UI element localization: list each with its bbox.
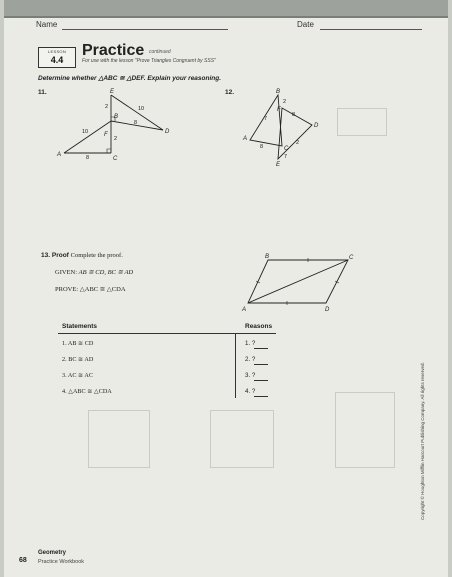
side-label: 2	[105, 104, 109, 110]
given-text: AB ≅ CD, BC ≅ AD	[78, 269, 134, 276]
statement-row: 3. AC ≅ AC	[62, 372, 93, 379]
lesson-number: 4.4	[50, 55, 64, 65]
reasons-header: Reasons	[245, 323, 273, 330]
side-label: 2	[114, 136, 118, 142]
vertex-label: D	[325, 307, 330, 313]
reason-row[interactable]: 3. ?	[245, 372, 256, 379]
given-line	[55, 268, 133, 276]
bleed-through-rect	[88, 410, 150, 468]
vertex-label: E	[276, 162, 281, 168]
prove-line	[55, 285, 126, 293]
scan-top-edge-shadow	[4, 16, 448, 18]
parallelogram-figure	[238, 252, 358, 314]
reason-row[interactable]: 1. ?	[245, 340, 256, 347]
problem-12-number: 12.	[225, 89, 235, 96]
reason-blank[interactable]	[254, 348, 268, 349]
statement-row: 1. AB ≅ CD	[62, 340, 94, 347]
vertex-label: C	[284, 146, 289, 152]
continued-label: continued	[149, 49, 171, 55]
name-field-line[interactable]	[62, 29, 228, 30]
statement-row: 4. △ABC ≅ △CDA	[62, 388, 112, 395]
proof-instruction: Complete the proof.	[70, 252, 123, 259]
side-label: 10	[138, 106, 145, 112]
vertex-label: A	[57, 152, 62, 158]
reason-row[interactable]: 2. ?	[245, 356, 256, 363]
side-label: 2	[283, 99, 287, 105]
reason-blank[interactable]	[254, 364, 268, 365]
reason-blank[interactable]	[254, 396, 268, 397]
vertex-label: B	[265, 254, 270, 260]
practice-title: Practice	[82, 42, 145, 59]
problem-12-figure	[230, 86, 330, 168]
bleed-through-rect	[335, 392, 395, 468]
given-label: GIVEN:	[55, 269, 78, 276]
side-label: 8	[292, 112, 296, 118]
vertex-label: F	[104, 132, 108, 138]
date-field-line[interactable]	[320, 29, 422, 30]
table-column-rule	[235, 334, 236, 398]
vertex-label: F	[277, 107, 281, 113]
directions: Determine whether △ABC ≅ △DEF. Explain your reasoning.	[38, 75, 222, 82]
lesson-label: LESSON	[47, 49, 67, 54]
problem-13-heading	[41, 252, 123, 259]
table-header-rule	[58, 333, 276, 334]
side-label: 8	[260, 144, 264, 150]
vertex-label: C	[113, 156, 118, 162]
statements-header: Statements	[62, 323, 98, 330]
vertex-label: B	[276, 89, 281, 95]
vertex-label: B	[114, 114, 119, 120]
statement-row: 2. BC ≅ AD	[62, 356, 94, 363]
footer-book: Geometry	[38, 550, 67, 556]
problem-13-number: 13.	[41, 252, 51, 259]
vertex-label: A	[242, 307, 247, 313]
side-label: 8	[134, 120, 138, 126]
bleed-through-rect	[337, 108, 387, 136]
side-label: 10	[82, 129, 89, 135]
problem-11-figure	[50, 86, 180, 168]
page-number: 68	[19, 557, 27, 564]
prove-text: △ABC ≅ △CDA	[79, 286, 126, 293]
vertex-label: C	[349, 255, 354, 261]
reason-blank[interactable]	[254, 380, 268, 381]
name-label: Name	[36, 20, 58, 29]
copyright-notice: Copyright © Houghton Mifflin Harcourt Publishing Company. All rights reserved.	[420, 362, 425, 520]
vertex-label: E	[110, 89, 115, 95]
side-label: 7	[264, 116, 268, 122]
bleed-through-rect	[210, 410, 274, 468]
side-label: 7	[284, 154, 288, 160]
date-label: Date	[297, 20, 314, 29]
footer-workbook: Practice Workbook	[38, 559, 85, 565]
scan-top-edge	[4, 0, 448, 16]
vertex-label: A	[243, 136, 248, 142]
side-label: 2	[296, 140, 300, 146]
vertex-label: D	[165, 129, 170, 135]
for-use-subtitle: For use with the lesson "Prove Triangles Congruent by SSS"	[82, 58, 216, 64]
reason-row[interactable]: 4. ?	[245, 388, 256, 395]
vertex-label: D	[314, 123, 319, 129]
proof-label: Proof	[51, 252, 69, 259]
problem-11-number: 11.	[38, 89, 47, 96]
prove-label: PROVE:	[55, 286, 79, 293]
lesson-badge	[38, 47, 76, 68]
side-label: 8	[86, 155, 90, 161]
